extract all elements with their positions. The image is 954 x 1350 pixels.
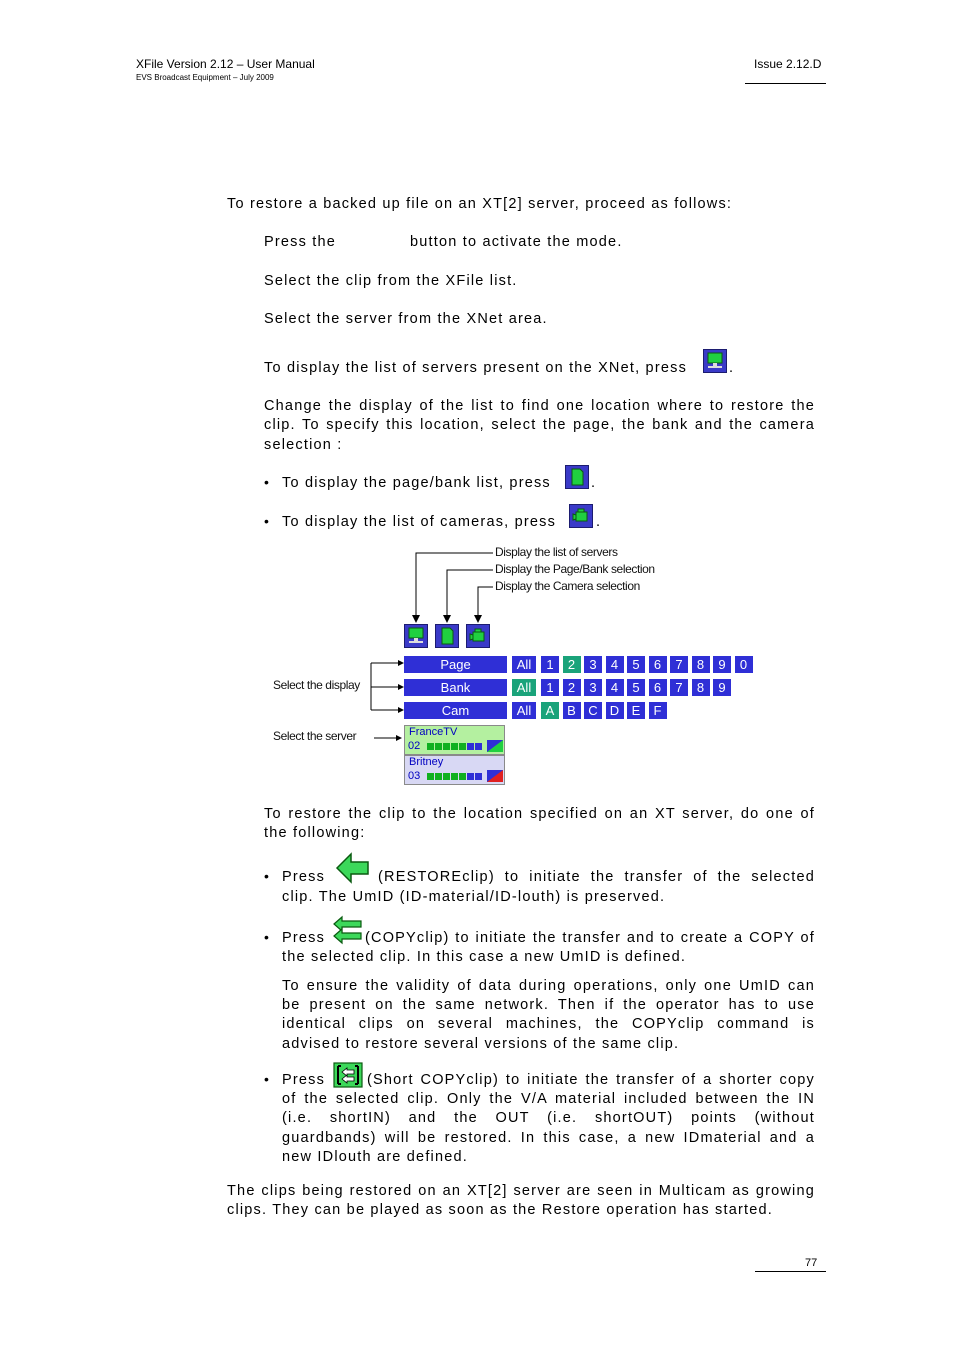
copy-press: Press [282,930,326,946]
bullet-dot: • [264,929,269,945]
closing-line1: The clips being restored on an XT[2] server are seen in Multicam as growing [227,1183,815,1199]
bullet-page-bank-text: To display the page/bank list, press [282,475,551,491]
period: . [591,475,597,491]
header-issue: Issue 2.12.D [754,57,822,71]
selector-cell-page-0[interactable]: 0 [735,656,753,673]
header-title: XFile Version 2.12 – User Manual [136,57,315,71]
restore-desc-line1: (RESTOREclip) to initiate the transfer of the selected [378,869,815,885]
selector-cell-bank-all[interactable]: All [512,679,536,696]
bullet-dot: • [264,868,269,884]
change-display-line2: clip. To specify this location, select the page, the bank and the camera [264,417,815,433]
footer-rule [755,1271,826,1272]
bullet-dot: • [264,513,269,529]
bullet-cameras-text: To display the list of cameras, press [282,514,557,530]
change-display-line3: selection : [264,437,343,453]
header-subtitle: EVS Broadcast Equipment – July 2009 [136,73,274,82]
server-item-britney[interactable] [404,755,505,785]
selector-cell-page-1[interactable]: 1 [541,656,559,673]
selector-cell-page-6[interactable]: 6 [649,656,667,673]
selector-cell-cam-all[interactable]: All [512,702,536,719]
selector-cell-bank-5[interactable]: 5 [627,679,645,696]
status-flag-icon [487,770,503,782]
bullet-dot: • [264,1071,269,1087]
copy-note-line3: identical clips on several machines, the COPYclip command is [282,1016,815,1032]
short-desc-line1: (Short COPYclip) to initiate the transfer of a shorter copy [367,1072,815,1088]
callout-page-bank: Display the Page/Bank selection [495,562,655,576]
page-bank-icon[interactable] [565,465,589,489]
status-flag-icon [487,740,503,752]
server-name: Britney [409,756,444,768]
selector-cell-page-3[interactable]: 3 [584,656,602,673]
short-desc-line2: of the selected clip. Only the V/A material included between the IN [282,1091,815,1107]
callout-arrows [400,545,500,625]
selector-cell-cam-f[interactable]: F [649,702,667,719]
step2-text: Select the clip from the XFile list. [264,273,518,289]
diagram-servers-icon[interactable] [404,624,428,648]
step1-text-b: button to activate the mode. [410,234,623,250]
selector-cell-cam-e[interactable]: E [627,702,645,719]
row-head-bank[interactable]: Bank [404,679,507,696]
selector-cell-bank-1[interactable]: 1 [541,679,559,696]
step1-text-a: Press the [264,234,337,250]
copy-note-line1: To ensure the validity of data during operations, only one UmID can [282,978,815,994]
server-number: 03 [408,770,421,782]
diagram-page-bank-icon[interactable] [435,624,459,648]
server-name: FranceTV [409,726,458,738]
server-item-francetv[interactable] [404,725,505,755]
selector-cell-page-2[interactable]: 2 [563,656,581,673]
display-servers-text: To display the list of servers present on the XNet, press [264,360,688,376]
server-number: 02 [408,740,421,752]
selector-cell-cam-b[interactable]: B [563,702,581,719]
display-arrows [368,655,408,745]
short-press: Press [282,1072,326,1088]
short-desc-line4: guardbands) will be restored. In this case, a new IDmaterial and a [282,1130,815,1146]
selector-cell-bank-7[interactable]: 7 [670,679,688,696]
short-copy-clip-icon[interactable] [333,1062,363,1088]
row-head-cam[interactable]: Cam [404,702,507,719]
diagram-camera-icon[interactable] [466,624,490,648]
selector-cell-page-9[interactable]: 9 [713,656,731,673]
selector-cell-page-5[interactable]: 5 [627,656,645,673]
copy-note-line2: be present on the same network. Then if the operator has to use [282,997,815,1013]
change-display-line1: Change the display of the list to find one location where to restore the [264,398,815,414]
header-rule [745,83,826,84]
selector-cell-bank-3[interactable]: 3 [584,679,602,696]
step3-text: Select the server from the XNet area. [264,311,548,327]
selector-cell-cam-c[interactable]: C [584,702,602,719]
period: . [596,514,602,530]
selector-cell-cam-a[interactable]: A [541,702,559,719]
label-select-display: Select the display [273,678,360,692]
camera-icon[interactable] [569,504,593,528]
callout-servers: Display the list of servers [495,545,618,559]
restore-intro-line2: the following: [264,825,366,841]
short-desc-line3: (i.e. shortIN) and the OUT (i.e. shortOUT) points (without [282,1110,815,1126]
restore-desc-line2: clip. The UmID (ID-material/ID-louth) is preserved. [282,889,666,905]
selector-cell-page-7[interactable]: 7 [670,656,688,673]
copy-clip-arrows-icon[interactable] [332,915,364,945]
page-number: 77 [805,1257,818,1269]
bullet-dot: • [264,474,269,490]
selector-cell-bank-8[interactable]: 8 [692,679,710,696]
copy-desc-line1: (COPYclip) to initiate the transfer and to create a COPY of [365,930,815,946]
copy-desc-line2: the selected clip. In this case a new UmID is defined. [282,949,687,965]
row-head-page[interactable]: Page [404,656,507,673]
selector-cell-page-8[interactable]: 8 [692,656,710,673]
selector-cell-page-4[interactable]: 4 [606,656,624,673]
servers-list-icon[interactable] [703,349,727,373]
selector-cell-cam-d[interactable]: D [606,702,624,719]
selector-cell-bank-6[interactable]: 6 [649,679,667,696]
selector-cell-bank-2[interactable]: 2 [563,679,581,696]
short-desc-line5: new IDlouth are defined. [282,1149,468,1165]
restore-press: Press [282,869,326,885]
selector-cell-page-all[interactable]: All [512,656,536,673]
period: . [729,360,735,376]
restore-clip-arrow-icon[interactable] [335,851,371,885]
selector-cell-bank-4[interactable]: 4 [606,679,624,696]
callout-camera: Display the Camera selection [495,579,640,593]
label-select-server: Select the server [273,729,357,743]
selector-cell-bank-9[interactable]: 9 [713,679,731,696]
closing-line2: clips. They can be played as soon as the Restore operation has started. [227,1202,773,1218]
intro-text: To restore a backed up file on an XT[2] server, proceed as follows: [227,196,733,212]
restore-intro-line1: To restore the clip to the location specified on an XT server, do one of [264,806,815,822]
copy-note-line4: advised to restore several versions of the same clip. [282,1036,680,1052]
